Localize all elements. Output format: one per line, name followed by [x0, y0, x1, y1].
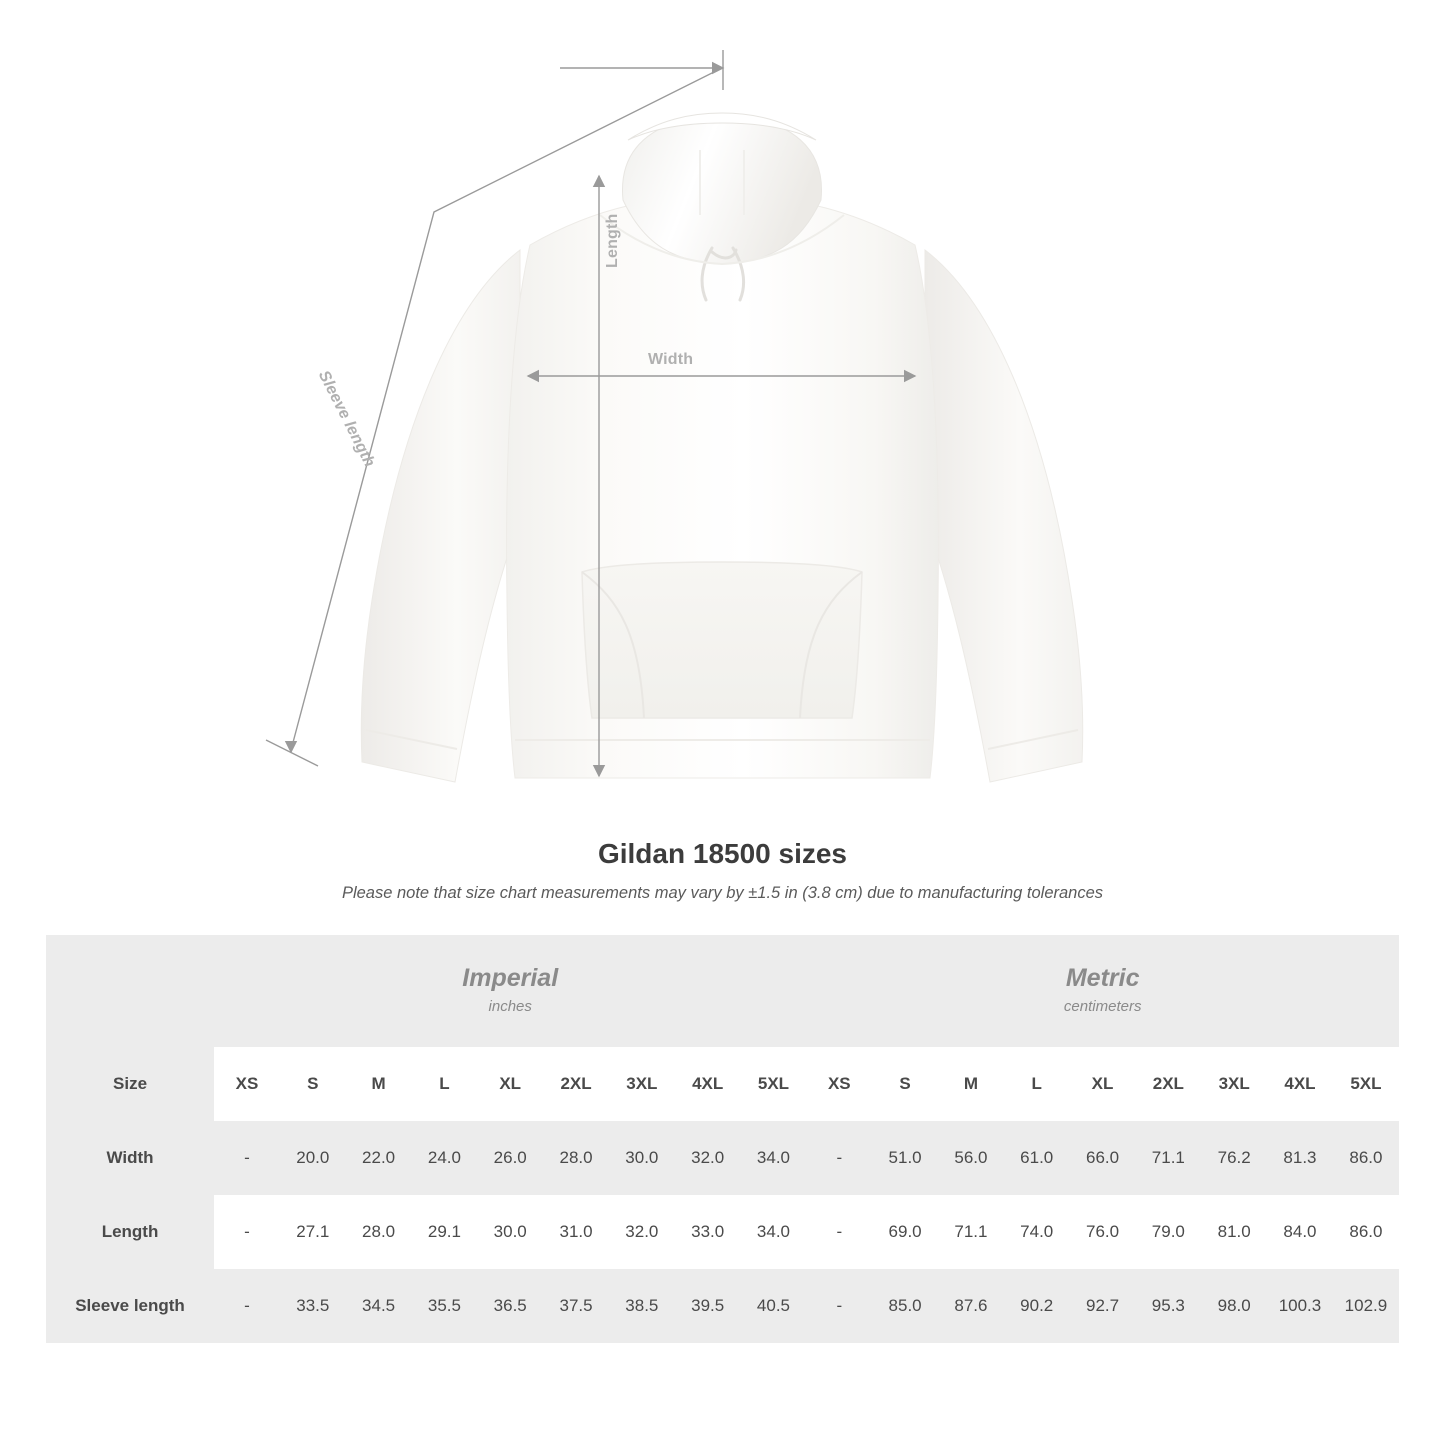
size-col-metric-0: XS — [806, 1047, 872, 1121]
cell: 74.0 — [1004, 1195, 1070, 1269]
cell: 29.1 — [412, 1195, 478, 1269]
table-row — [46, 1195, 1399, 1269]
cell: 24.0 — [412, 1121, 478, 1195]
table-row — [46, 1269, 1399, 1343]
cell: 34.5 — [346, 1269, 412, 1343]
sleeve-length-label: Sleeve length — [314, 368, 379, 470]
imperial-header — [214, 935, 806, 1047]
unit-spacer — [46, 935, 214, 1047]
imperial-name: Imperial — [462, 964, 559, 993]
cell: 87.6 — [938, 1269, 1004, 1343]
row-label-sleeve-length: Sleeve length — [46, 1269, 214, 1343]
size-col-metric-6: 3XL — [1201, 1047, 1267, 1121]
cell: 36.5 — [477, 1269, 543, 1343]
size-col-imperial-1: S — [280, 1047, 346, 1121]
cell: 66.0 — [1070, 1121, 1136, 1195]
cell: 76.0 — [1070, 1195, 1136, 1269]
cell: 85.0 — [872, 1269, 938, 1343]
cell: 37.5 — [543, 1269, 609, 1343]
size-col-metric-7: 4XL — [1267, 1047, 1333, 1121]
tolerance-note: Please note that size chart measurements may vary by ±1.5 in (3.8 cm) due to manufacturing tolerances — [341, 884, 1104, 902]
cell: 71.1 — [1135, 1121, 1201, 1195]
cell: 92.7 — [1070, 1269, 1136, 1343]
size-col-metric-2: M — [938, 1047, 1004, 1121]
cell: 56.0 — [938, 1121, 1004, 1195]
cell: 22.0 — [346, 1121, 412, 1195]
cell: - — [214, 1195, 280, 1269]
cell: 95.3 — [1135, 1269, 1201, 1343]
size-col-metric-4: XL — [1070, 1047, 1136, 1121]
cell: 32.0 — [609, 1195, 675, 1269]
cell: 81.3 — [1267, 1121, 1333, 1195]
cell: 34.0 — [741, 1121, 807, 1195]
cell: 102.9 — [1333, 1269, 1399, 1343]
size-table-wrap — [46, 935, 1399, 1343]
size-corner-label: Size — [46, 1047, 214, 1121]
cell: 35.5 — [412, 1269, 478, 1343]
cell: 33.0 — [675, 1195, 741, 1269]
size-col-imperial-7: 4XL — [675, 1047, 741, 1121]
row-label-width: Width — [46, 1121, 214, 1195]
cell: 34.0 — [741, 1195, 807, 1269]
size-col-metric-3: L — [1004, 1047, 1070, 1121]
size-col-imperial-4: XL — [477, 1047, 543, 1121]
cell: 86.0 — [1333, 1121, 1399, 1195]
cell: 39.5 — [675, 1269, 741, 1343]
size-col-metric-8: 5XL — [1333, 1047, 1399, 1121]
size-header-row — [46, 1047, 1399, 1121]
cell: 26.0 — [477, 1121, 543, 1195]
cell: 69.0 — [872, 1195, 938, 1269]
cell: 33.5 — [280, 1269, 346, 1343]
size-col-metric-1: S — [872, 1047, 938, 1121]
metric-name: Metric — [1065, 964, 1140, 993]
cell: 40.5 — [741, 1269, 807, 1343]
metric-header — [806, 935, 1399, 1047]
cell: 98.0 — [1201, 1269, 1267, 1343]
cell: 79.0 — [1135, 1195, 1201, 1269]
size-col-imperial-6: 3XL — [609, 1047, 675, 1121]
cell: 38.5 — [609, 1269, 675, 1343]
cell: 28.0 — [543, 1121, 609, 1195]
size-chart-table — [46, 935, 1399, 1343]
unit-header-row — [46, 935, 1399, 1047]
cell: - — [806, 1195, 872, 1269]
cell: 76.2 — [1201, 1121, 1267, 1195]
cell: 27.1 — [280, 1195, 346, 1269]
cell: 28.0 — [346, 1195, 412, 1269]
cell: - — [806, 1121, 872, 1195]
cell: 61.0 — [1004, 1121, 1070, 1195]
title-block — [0, 838, 1445, 903]
row-label-length: Length — [46, 1195, 214, 1269]
imperial-sub: inches — [488, 997, 532, 1015]
table-row — [46, 1121, 1399, 1195]
hoodie-drawing — [361, 113, 1082, 782]
page-title: Gildan 18500 sizes — [597, 838, 848, 869]
cell: 20.0 — [280, 1121, 346, 1195]
cell: 31.0 — [543, 1195, 609, 1269]
size-col-imperial-3: L — [412, 1047, 478, 1121]
size-col-imperial-0: XS — [214, 1047, 280, 1121]
cell: 86.0 — [1333, 1195, 1399, 1269]
size-col-imperial-5: 2XL — [543, 1047, 609, 1121]
cell: 32.0 — [675, 1121, 741, 1195]
length-label: Length — [604, 213, 621, 268]
metric-sub: centimeters — [1063, 997, 1142, 1015]
cell: 30.0 — [477, 1195, 543, 1269]
cell: 51.0 — [872, 1121, 938, 1195]
cell: - — [214, 1269, 280, 1343]
cell: 90.2 — [1004, 1269, 1070, 1343]
size-col-imperial-2: M — [346, 1047, 412, 1121]
cell: 100.3 — [1267, 1269, 1333, 1343]
cell: 71.1 — [938, 1195, 1004, 1269]
cell: 81.0 — [1201, 1195, 1267, 1269]
size-col-metric-5: 2XL — [1135, 1047, 1201, 1121]
cell: 84.0 — [1267, 1195, 1333, 1269]
cell: 30.0 — [609, 1121, 675, 1195]
size-table-body — [46, 1121, 1399, 1343]
cell: - — [806, 1269, 872, 1343]
width-label: Width — [648, 351, 694, 368]
cell: - — [214, 1121, 280, 1195]
size-col-imperial-8: 5XL — [741, 1047, 807, 1121]
